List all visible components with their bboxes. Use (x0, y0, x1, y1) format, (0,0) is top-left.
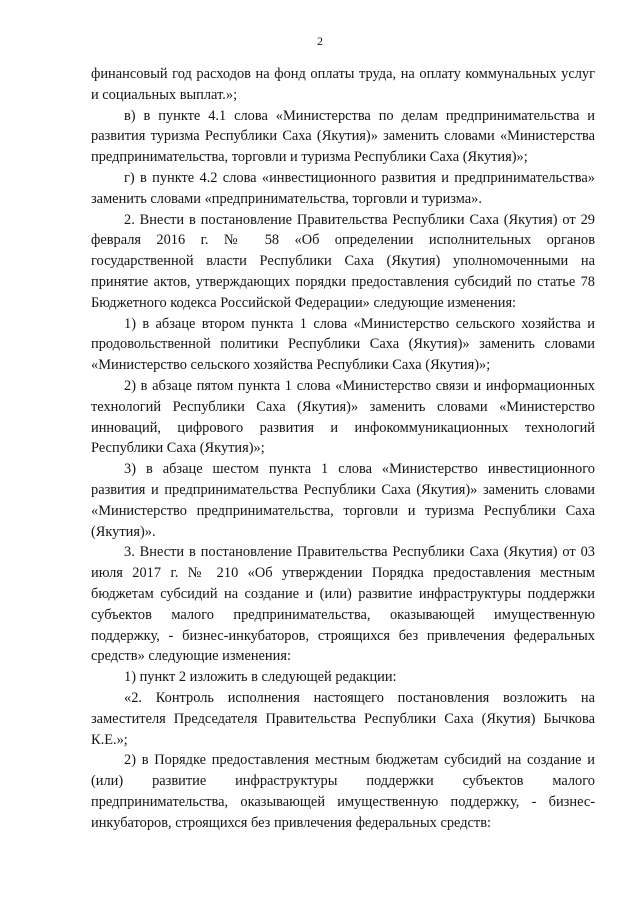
paragraph: 3) в абзаце шестом пункта 1 слова «Министерство инвестиционного развития и предпринимательства Республики Саха (Якутия)» заменить словами «Министерство предпринимательства, торговли и туризма Республики Саха (Якутия)». (91, 461, 595, 540)
document-body (91, 64, 595, 833)
paragraph: 1) пункт 2 изложить в следующей редакции: (124, 669, 397, 686)
paragraph: 3. Внести в постановление Правительства Республики Саха (Якутия) от 03 июля 2017 г. № 210 «Об утверждении Порядка предоставления местным бюджетам субсидий на создание и (или) развитие инфраструктуры поддержки субъектов малого предпринимательства, оказывающей имущественную поддержку, - бизнес-инкубаторов, строящихся без привлечения федеральных средств» следующие изменения: (91, 544, 595, 665)
paragraph: «2. Контроль исполнения настоящего постановления возложить на заместителя Председателя Правительства Республики Саха (Якутия) Бычкова К.Е.»; (91, 689, 595, 748)
paragraph: 1) в абзаце втором пункта 1 слова «Министерство сельского хозяйства и продовольственной политики Республики Саха (Якутия)» заменить словами «Министерство сельского хозяйства Республики Саха (Якутия)»; (91, 315, 595, 374)
paragraph: финансовый год расходов на фонд оплаты труда, на оплату коммунальных услуг и социальных выплат.»; (91, 66, 595, 103)
paragraph: г) в пункте 4.2 слова «инвестиционного развития и предпринимательства» заменить словами «предпринимательства, торговли и туризма». (91, 169, 595, 207)
page-number: 2 (317, 34, 323, 48)
paragraph: в) в пункте 4.1 слова «Министерства по делам предпринимательства и развития туризма Республики Саха (Якутия)» заменить словами «Министерства предпринимательства, торговли и туризма Республики Саха (Якутия)»; (91, 107, 595, 166)
paragraph: 2) в абзаце пятом пункта 1 слова «Министерство связи и информационных технологий Республики Саха (Якутия)» заменить словами «Министерство инноваций, цифрового развития и инфокоммуникационных технологий Республики Саха (Якутия)»; (91, 377, 595, 457)
paragraph: 2) в Порядке предоставления местным бюджетам субсидий на создание и (или) развитие инфраструктуры поддержки субъектов малого предпринимательства, оказывающей имущественную поддержку, - бизнес-инкубаторов, строящихся без привлечения федеральных средств: (91, 752, 595, 831)
paragraph: 2. Внести в постановление Правительства Республики Саха (Якутия) от 29 февраля 2016 г. № 58 «Об определении исполнительных органов государственной власти Республики Саха (Якутия) уполномоченными на принятие актов, утверждающих порядки предоставления субсидий по статье 78 Бюджетного кодекса Российской Федерации» следующие изменения: (91, 211, 595, 311)
